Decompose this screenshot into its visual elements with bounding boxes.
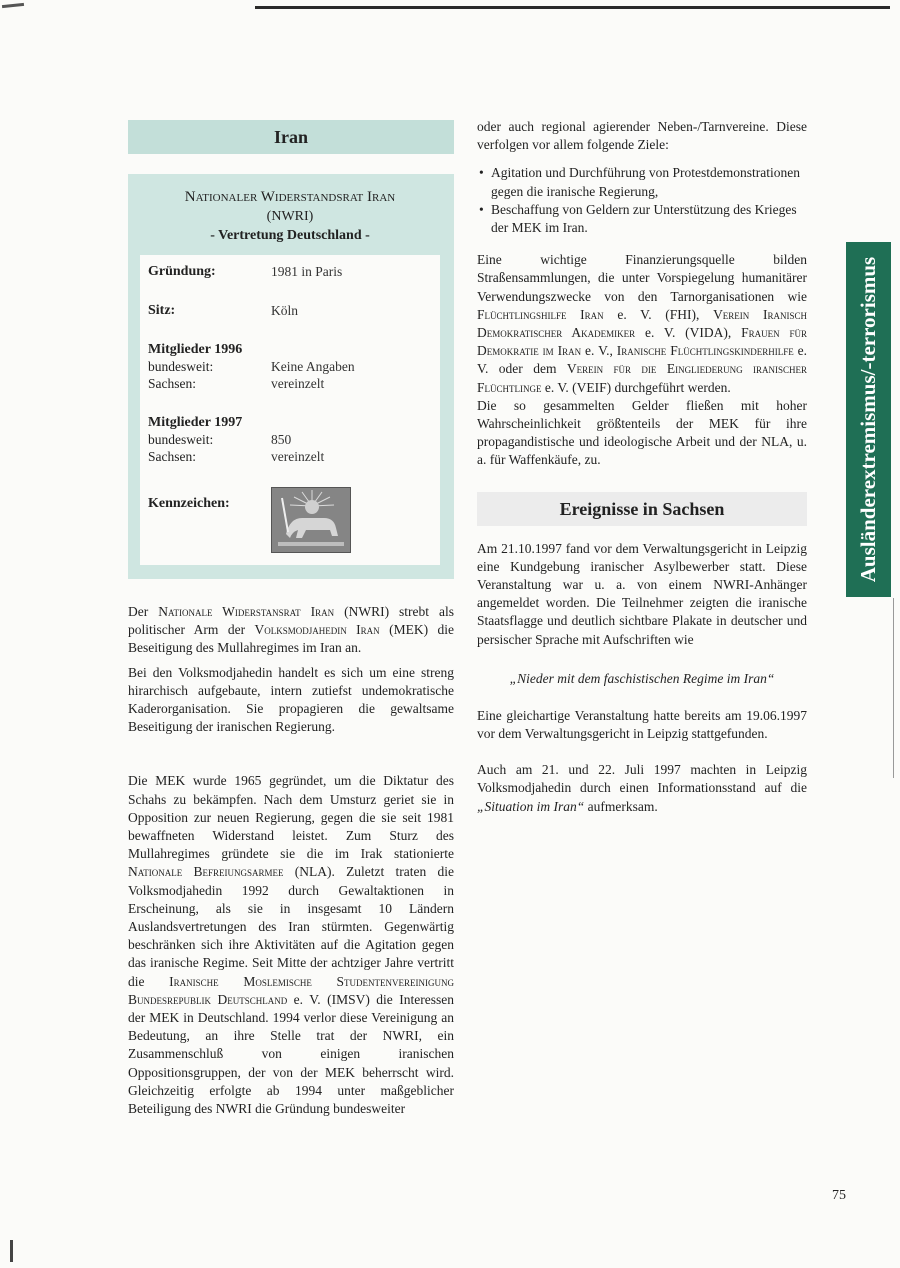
seat-label: Sitz: (148, 303, 176, 318)
emblem-row (148, 487, 432, 553)
emblem-label: Kennzeichen: (148, 496, 230, 511)
founding-value: 1981 in Paris (271, 264, 343, 279)
paragraph-mek-history: Die MEK wurde 1965 gegründet, um die Diktatur des Schahs zu bekämpfen. Nach dem Umsturz geriet sie in Opposition zur neuen Regierung, gegen die sie seit 1981 bewaffneten Widerstand leistet. Zum Sturz des Mullahregimes gründete sie die im Irak stationierte Nationale Befreiungsarmee (NLA). Zuletzt traten die Volksmodjahedin 1992 durch Gewaltaktionen in Erscheinung, als sie in insgesamt 10 Ländern Auslandsvertretungen des Iran stürmten. Gegenwärtig beschränken sich ihre Aktivitäten auf die Agitation gegen das iranische Regime. Seit Mitte der achtziger Jahre vertritt die Iranische Moslemische Studentenvereinigung Bundesrepublik Deutschland e. V. (IMSV) die Interessen der MEK in Deutschland. 1994 verlor diese Vereinigung an Bedeutung, an ihre Stelle trat der NWRI, ein Zusammenschluß von einigen iranischen Oppositionsgruppen, der von der MEK beherrscht wird. Gleichzeitig erfolgte ab 1994 unter maßgeblicher Beteiligung des NWRI die Gründung bundesweiter (128, 773, 454, 1117)
paragraph-funds-use: Die so gesammelten Gelder fließen mit hoher Wahrscheinlichkeit größtenteils der MEK für ihre propagandistische und ideologische Arbeit und der NLA, u. a. für Waffenkäufe, zu. (477, 397, 807, 468)
members-1997-federal-row (148, 431, 432, 448)
paragraph-volksmodjahedin: Bei den Volksmodjahedin handelt es sich um eine streng hirarchisch aufgebaute, intern zutiefst undemokratische Kaderorganisation. Sie propagieren die gewaltsame Beseitigung der iranischen Regierung. (128, 664, 454, 735)
saxony-label: Sachsen: (148, 449, 196, 464)
right-column (477, 118, 807, 816)
paragraph-rally-leipzig: Am 21.10.1997 fand vor dem Verwaltungsgericht in Leipzig eine Kundgebung iranischer Asylbewerber statt. Diese Veranstaltung war u. a. von einem NWRI-Anhänger angemeldet worden. Die Teilnehmer zeigten die iranische Staatsflagge und deutlich sichtbare Plakate in deutscher und persischer Sprache mit Aufschriften wie (477, 540, 807, 647)
header-rule (255, 6, 890, 9)
lion-sun-icon (272, 488, 350, 552)
paragraph-subsidiaries: oder auch regional agierender Neben-/Tarnvereine. Diese verfolgen vor allem folgende Ziele: (477, 119, 807, 153)
saxony-label: Sachsen: (148, 376, 196, 391)
paragraph-nwri-intro: Der Nationale Widerstansrat Iran (NWRI) strebt als politischer Arm der Volksmodjahedin Iran (MEK) die Beseitigung des Mullahregimes im Iran an. (128, 604, 454, 656)
members-1996-saxony-value: vereinzelt (271, 376, 325, 391)
members-1997-label: Mitglieder 1997 (148, 415, 243, 430)
profile-header (140, 188, 440, 245)
members-1996-label: Mitglieder 1996 (148, 342, 243, 357)
scan-mark (2, 3, 24, 8)
founding-row (148, 263, 432, 280)
list-item: • Beschaffung von Geldern zur Unterstützung des Krieges der MEK im Iran. (477, 201, 807, 237)
members-1996-federal-row (148, 358, 432, 375)
section-banner-events-saxony: Ereignisse in Sachsen (477, 492, 807, 526)
members-1997-federal-value: 850 (271, 432, 292, 447)
members-1997-saxony-value: vereinzelt (271, 449, 325, 464)
scan-mark-bottom (10, 1240, 13, 1262)
goals-list (477, 164, 807, 237)
paragraph-financing: Eine wichtige Finanzierungsquelle bilden Straßensammlungen, die unter Vorspiegelung humanitärer Verwendungszwecke von den Tarnorganisationen wie Flüchtlingshilfe Iran e. V. (FHI), Verein Iranisch Demokratischer Akademiker e. V. (VIDA), Frauen für Demokratie im Iran e. V., Iranische Flüchtlingskinderhilfe e. V. oder dem Verein für die Eingliederung iranischer Flüchtlinge e. V. (VEIF) durchgeführt werden. (477, 252, 808, 395)
org-abbrev: (NWRI) (266, 209, 314, 224)
paragraph-info-stand: Auch am 21. und 22. Juli 1997 machten in Leipzig Volksmodjahedin durch einen Informationsstand auf die „Situation im Iran“ aufmerksam. (477, 762, 807, 814)
list-item: • Agitation und Durchführung von Protestdemonstrationen gegen die iranische Regierung, (477, 164, 807, 200)
lion-and-sun-emblem (271, 487, 351, 553)
members-1996-saxony-row (148, 375, 432, 392)
federal-label: bundesweit: (148, 432, 214, 447)
members-1996-federal-value: Keine Angaben (271, 359, 355, 374)
organization-profile-box (128, 174, 454, 579)
page-number: 75 (832, 1188, 846, 1203)
seat-value: Köln (271, 303, 298, 318)
federal-label: bundesweit: (148, 359, 214, 374)
seat-row (148, 302, 432, 319)
banner-quote: „Nieder mit dem faschistischen Regime im Iran“ (509, 670, 775, 686)
left-column (128, 120, 454, 1118)
org-subtitle: - Vertretung Deutschland - (210, 228, 370, 243)
section-banner-iran: Iran (128, 120, 454, 154)
paragraph-similar-event: Eine gleichartige Veranstaltung hatte bereits am 19.06.1997 vor dem Verwaltungsgericht in Leipzig stattgefunden. (477, 707, 807, 742)
members-1997-saxony-row (148, 448, 432, 465)
org-name: Nationaler Widerstandsrat Iran (184, 189, 396, 205)
section-side-tab: Ausländerextremismus/-terrorismus (846, 242, 891, 597)
profile-details (140, 255, 440, 565)
founding-label: Gründung: (148, 264, 216, 279)
margin-rule (893, 598, 894, 778)
